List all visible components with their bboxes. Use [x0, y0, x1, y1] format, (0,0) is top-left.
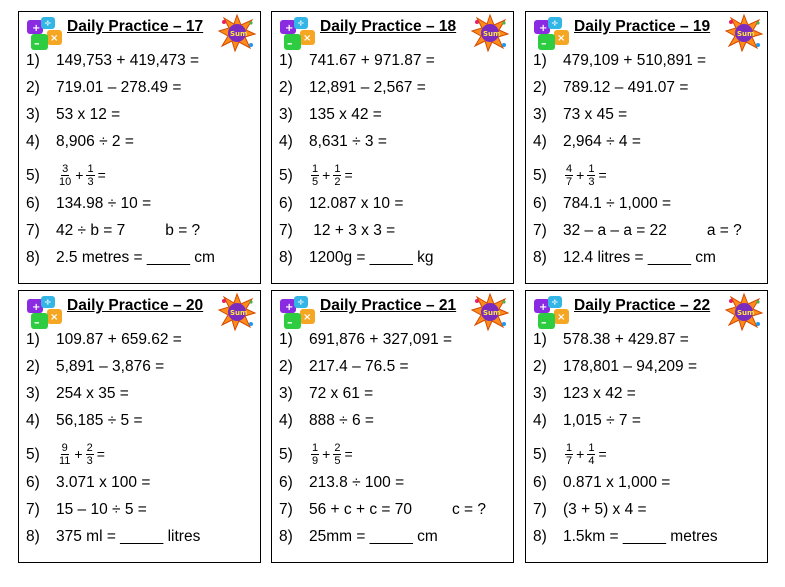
fraction: [58, 163, 72, 188]
denominator: 2: [334, 176, 341, 188]
question-text: 178,801 – 94,209 =: [563, 358, 698, 375]
question-number: 2): [279, 358, 293, 375]
svg-text:Sum: Sum: [483, 30, 501, 38]
fraction: [86, 442, 94, 467]
question-row: [533, 412, 641, 430]
question-row: [279, 474, 404, 492]
question-number: 7): [26, 222, 40, 239]
question-row: [279, 222, 395, 240]
question-number: 2): [279, 79, 293, 96]
denominator: 11: [59, 455, 71, 467]
svg-text:+: +: [285, 302, 294, 313]
question-text: 1,015 ÷ 7 =: [563, 412, 641, 429]
operator: +: [322, 445, 331, 462]
operator: +: [576, 445, 585, 462]
question-text: 42 ÷ b = 7: [56, 222, 126, 239]
question-number: 6): [26, 474, 40, 491]
question-number: 5): [533, 445, 547, 463]
denominator: 5: [334, 455, 341, 467]
svg-text:–: –: [287, 316, 293, 329]
question-row: [533, 133, 641, 151]
practice-card: [18, 11, 261, 284]
question-row: [26, 442, 106, 467]
question-number: 7): [279, 501, 293, 518]
question-text: 149,753 + 419,473 =: [56, 52, 200, 69]
question-row: [26, 79, 181, 97]
question-text: 3.071 x 100 =: [56, 474, 151, 491]
question-text: 578.38 + 429.87 =: [563, 331, 689, 348]
question-number: 5): [26, 445, 40, 463]
question-unknown-prompt: c = ?: [451, 501, 487, 518]
equals-sign: =: [598, 166, 607, 183]
question-row: [279, 358, 409, 376]
svg-text:÷: ÷: [551, 19, 559, 29]
question-row: [279, 52, 435, 70]
equals-sign: =: [344, 166, 353, 183]
denominator: 3: [588, 176, 595, 188]
question-row: [26, 385, 129, 403]
question-row: [279, 331, 452, 349]
question-number: 6): [533, 474, 547, 491]
question-row: [533, 358, 697, 376]
question-text: 1200g = _____ kg: [309, 249, 434, 266]
question-number: 3): [279, 385, 293, 402]
question-number: 1): [26, 331, 40, 348]
svg-text:×: ×: [557, 312, 566, 323]
question-number: 1): [279, 331, 293, 348]
math-blocks-icon: [25, 14, 65, 54]
question-number: 5): [279, 445, 293, 463]
question-row: [26, 474, 150, 492]
question-row: [26, 195, 151, 213]
svg-text:+: +: [285, 23, 294, 34]
numerator: 1: [87, 163, 94, 175]
question-text: 8,906 ÷ 2 =: [56, 133, 134, 150]
question-row: [26, 412, 143, 430]
math-blocks-icon: [25, 293, 65, 333]
question-number: 4): [26, 412, 40, 429]
math-blocks-icon: [532, 14, 572, 54]
operator: +: [75, 166, 84, 183]
svg-text:Sum: Sum: [737, 309, 755, 317]
question-row: [533, 106, 627, 124]
question-text: 888 ÷ 6 =: [309, 412, 374, 429]
fraction: [565, 163, 573, 188]
question-text: 53 x 12 =: [56, 106, 121, 123]
denominator: 3: [86, 455, 93, 467]
denominator: 4: [588, 455, 595, 467]
question-number: 5): [26, 166, 40, 184]
question-number: 4): [279, 412, 293, 429]
question-number: 4): [533, 133, 547, 150]
operator: +: [322, 166, 331, 183]
svg-text:Sum: Sum: [230, 309, 248, 317]
question-row: [533, 442, 608, 467]
question-text: (3 + 5) x 4 =: [563, 501, 647, 518]
math-blocks-icon: [278, 14, 318, 54]
question-row: [279, 412, 374, 430]
numerator: 1: [334, 163, 341, 175]
numerator: 1: [588, 163, 595, 175]
svg-text:÷: ÷: [297, 19, 305, 29]
denominator: 10: [59, 176, 72, 188]
question-number: 8): [279, 528, 293, 545]
question-number: 6): [533, 195, 547, 212]
question-row: [26, 249, 215, 267]
question-row: [279, 501, 486, 519]
numerator: 1: [312, 163, 319, 175]
numerator: 1: [588, 442, 595, 454]
question-text: 56,185 ÷ 5 =: [56, 412, 143, 429]
svg-text:–: –: [541, 37, 547, 50]
question-number: 1): [533, 331, 547, 348]
math-blocks-icon: [278, 293, 318, 333]
fraction: [58, 442, 71, 467]
question-text: 784.1 ÷ 1,000 =: [563, 195, 672, 212]
question-row: [533, 331, 689, 349]
question-number: 8): [533, 528, 547, 545]
splash-badge-icon: [471, 293, 509, 331]
question-text: 73 x 45 =: [563, 106, 628, 123]
question-number: 6): [279, 474, 293, 491]
question-row: [279, 133, 387, 151]
question-text: 134.98 ÷ 10 =: [56, 195, 152, 212]
question-number: 3): [533, 385, 547, 402]
question-row: [279, 79, 426, 97]
question-row: [26, 331, 182, 349]
question-text: 691,876 + 327,091 =: [309, 331, 453, 348]
fraction: [565, 442, 573, 467]
fraction: [587, 163, 595, 188]
svg-text:+: +: [539, 23, 548, 34]
card-title: Daily Practice – 19: [574, 18, 711, 35]
numerator: 3: [62, 163, 69, 175]
fraction: [311, 442, 319, 467]
question-number: 8): [533, 249, 547, 266]
question-text: 8,631 ÷ 3 =: [309, 133, 387, 150]
splash-badge-icon: [218, 293, 256, 331]
question-text: 12.4 litres = _____ cm: [563, 249, 716, 266]
numerator: 1: [312, 442, 319, 454]
question-row: [533, 474, 670, 492]
question-number: 4): [279, 133, 293, 150]
card-title: Daily Practice – 22: [574, 297, 711, 314]
question-text: 12 + 3 x 3 =: [309, 222, 396, 239]
question-text: 789.12 – 491.07 =: [563, 79, 689, 96]
equals-sign: =: [344, 445, 353, 462]
svg-text:+: +: [539, 302, 548, 313]
question-text: 375 ml = _____ litres: [56, 528, 201, 545]
card-title: Daily Practice – 18: [320, 18, 457, 35]
question-unknown-prompt: b = ?: [165, 222, 201, 239]
svg-text:×: ×: [50, 33, 59, 44]
svg-text:–: –: [541, 316, 547, 329]
numerator: 2: [86, 442, 93, 454]
denominator: 3: [87, 176, 94, 188]
question-number: 4): [26, 133, 40, 150]
question-text: 213.8 ÷ 100 =: [309, 474, 405, 491]
numerator: 9: [61, 442, 68, 454]
question-row: [533, 222, 742, 240]
question-number: 5): [533, 166, 547, 184]
question-text: 5,891 – 3,876 =: [56, 358, 165, 375]
operator: +: [576, 166, 585, 183]
question-row: [279, 106, 382, 124]
question-row: [533, 528, 718, 546]
question-text: 0.871 x 1,000 =: [563, 474, 671, 491]
question-row: [26, 222, 200, 240]
question-text: 135 x 42 =: [309, 106, 382, 123]
svg-text:Sum: Sum: [737, 30, 755, 38]
svg-text:÷: ÷: [44, 19, 52, 29]
svg-text:Sum: Sum: [230, 30, 248, 38]
question-row: [26, 501, 147, 519]
fraction: [311, 163, 319, 188]
question-text: 109.87 + 659.62 =: [56, 331, 182, 348]
question-number: 8): [279, 249, 293, 266]
question-number: 8): [26, 249, 40, 266]
practice-card: [271, 11, 514, 284]
question-row: [533, 501, 647, 519]
equals-sign: =: [97, 166, 106, 183]
splash-badge-icon: [218, 14, 256, 52]
svg-text:Sum: Sum: [483, 309, 501, 317]
operator: +: [74, 445, 83, 462]
question-number: 5): [279, 166, 293, 184]
svg-text:÷: ÷: [44, 298, 52, 308]
question-text: 12,891 – 2,567 =: [309, 79, 426, 96]
question-row: [26, 106, 120, 124]
question-number: 3): [26, 106, 40, 123]
fraction: [333, 163, 341, 188]
question-number: 7): [279, 222, 293, 239]
svg-text:–: –: [34, 316, 40, 329]
question-text: 123 x 42 =: [563, 385, 636, 402]
question-number: 7): [533, 501, 547, 518]
numerator: 1: [566, 442, 573, 454]
question-number: 7): [26, 501, 40, 518]
equals-sign: =: [96, 445, 105, 462]
question-number: 2): [533, 358, 547, 375]
denominator: 9: [312, 455, 319, 467]
question-text: 1.5km = _____ metres: [563, 528, 718, 545]
question-row: [279, 528, 438, 546]
question-number: 1): [26, 52, 40, 69]
practice-card: [271, 290, 514, 563]
question-row: [279, 385, 373, 403]
question-unknown-prompt: a = ?: [706, 222, 742, 239]
question-text: 32 – a – a = 22: [563, 222, 667, 239]
question-row: [279, 442, 354, 467]
question-row: [533, 385, 636, 403]
question-text: 72 x 61 =: [309, 385, 374, 402]
svg-text:×: ×: [303, 312, 312, 323]
splash-badge-icon: [725, 293, 763, 331]
svg-text:×: ×: [50, 312, 59, 323]
card-title: Daily Practice – 20: [67, 297, 204, 314]
svg-text:+: +: [32, 23, 41, 34]
question-text: 479,109 + 510,891 =: [563, 52, 707, 69]
svg-text:÷: ÷: [551, 298, 559, 308]
question-number: 8): [26, 528, 40, 545]
question-text: 741.67 + 971.87 =: [309, 52, 435, 69]
practice-card: [18, 290, 261, 563]
question-number: 3): [26, 385, 40, 402]
card-title: Daily Practice – 17: [67, 18, 204, 35]
question-number: 6): [279, 195, 293, 212]
question-row: [533, 79, 688, 97]
question-row: [26, 528, 200, 546]
question-number: 1): [533, 52, 547, 69]
question-row: [279, 163, 354, 188]
question-text: 719.01 – 278.49 =: [56, 79, 182, 96]
practice-card: [525, 11, 768, 284]
question-row: [533, 163, 608, 188]
fraction: [587, 442, 595, 467]
question-row: [26, 358, 164, 376]
splash-badge-icon: [471, 14, 509, 52]
denominator: 7: [566, 455, 573, 467]
question-number: 6): [26, 195, 40, 212]
question-row: [26, 52, 199, 70]
question-row: [26, 163, 107, 188]
question-text: 56 + c + c = 70: [309, 501, 412, 518]
math-blocks-icon: [532, 293, 572, 333]
question-number: 1): [279, 52, 293, 69]
question-row: [26, 133, 134, 151]
svg-text:÷: ÷: [297, 298, 305, 308]
numerator: 2: [334, 442, 341, 454]
question-text: 25mm = _____ cm: [309, 528, 438, 545]
question-number: 7): [533, 222, 547, 239]
fraction: [86, 163, 94, 188]
question-number: 2): [26, 79, 40, 96]
svg-text:+: +: [32, 302, 41, 313]
card-title: Daily Practice – 21: [320, 297, 457, 314]
numerator: 4: [566, 163, 573, 175]
equals-sign: =: [598, 445, 607, 462]
svg-text:–: –: [287, 37, 293, 50]
denominator: 7: [566, 176, 573, 188]
question-number: 4): [533, 412, 547, 429]
question-number: 2): [26, 358, 40, 375]
svg-text:–: –: [34, 37, 40, 50]
splash-badge-icon: [725, 14, 763, 52]
svg-text:×: ×: [303, 33, 312, 44]
question-text: 2,964 ÷ 4 =: [563, 133, 641, 150]
question-row: [533, 195, 671, 213]
question-text: 12.087 x 10 =: [309, 195, 404, 212]
question-number: 3): [279, 106, 293, 123]
practice-card: [525, 290, 768, 563]
question-row: [533, 52, 706, 70]
fraction: [333, 442, 341, 467]
question-number: 3): [533, 106, 547, 123]
question-row: [279, 195, 403, 213]
question-text: 254 x 35 =: [56, 385, 129, 402]
question-text: 15 – 10 ÷ 5 =: [56, 501, 147, 518]
question-number: 2): [533, 79, 547, 96]
question-text: 2.5 metres = _____ cm: [56, 249, 215, 266]
denominator: 5: [312, 176, 319, 188]
question-row: [533, 249, 716, 267]
question-row: [279, 249, 434, 267]
svg-text:×: ×: [557, 33, 566, 44]
question-text: 217.4 – 76.5 =: [309, 358, 409, 375]
